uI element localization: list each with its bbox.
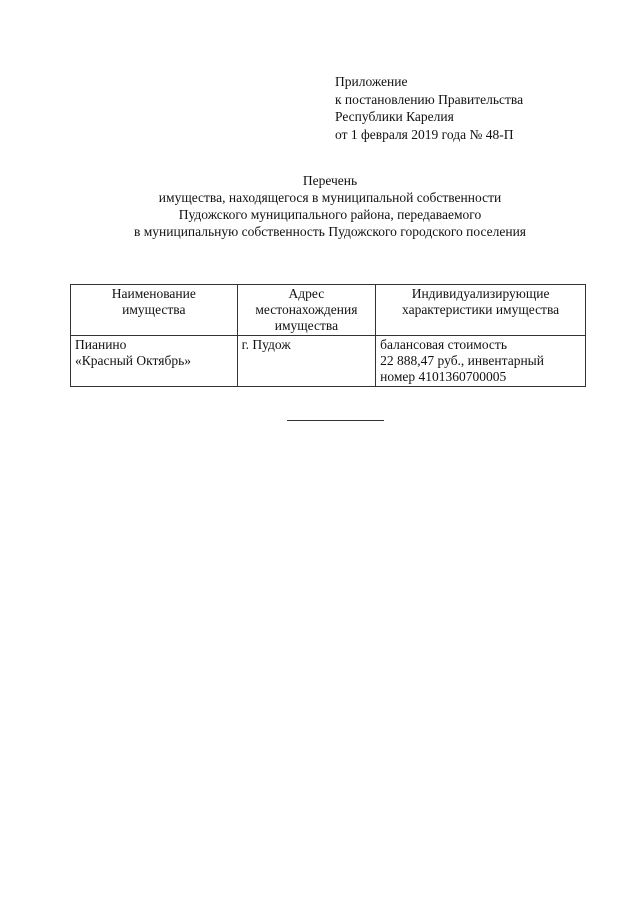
appendix-block	[335, 73, 523, 143]
title-line: Перечень	[302, 173, 358, 188]
header-address	[237, 285, 376, 336]
header-text: имущества	[274, 318, 339, 333]
appendix-line: от 1 февраля 2019 года № 48-П	[335, 126, 514, 142]
document-title	[0, 172, 640, 240]
cell-address	[237, 336, 376, 387]
header-text: Наименование	[111, 286, 196, 301]
property-table	[70, 284, 586, 387]
header-text: Индивидуализирующие	[411, 286, 550, 301]
cell-text: балансовая стоимость	[380, 337, 507, 352]
title-line: Пудожского муниципального района, передаваемого	[178, 207, 482, 222]
cell-property-name	[71, 336, 238, 387]
header-characteristics	[376, 285, 586, 336]
title-line: в муниципальную собственность Пудожского городского поселения	[133, 224, 527, 239]
cell-text: номер 4101360700005	[380, 369, 507, 384]
cell-text: г. Пудож	[241, 337, 291, 352]
table-header-row	[71, 285, 586, 336]
appendix-line: к постановлению Правительства	[335, 91, 524, 107]
header-text: характеристики имущества	[402, 302, 560, 317]
cell-text: Пианино	[75, 337, 127, 352]
cell-text: «Красный Октябрь»	[75, 353, 191, 368]
appendix-line: Республики Карелия	[335, 109, 454, 124]
header-text: местонахождения	[255, 302, 358, 317]
header-text: имущества	[122, 302, 186, 317]
appendix-line: Приложение	[335, 74, 408, 89]
title-line: имущества, находящегося в муниципальной собственности	[158, 190, 502, 205]
header-text: Адрес	[288, 286, 325, 301]
cell-text: 22 888,47 руб., инвентарный	[380, 353, 544, 368]
cell-characteristics	[376, 336, 586, 387]
closing-divider-line	[287, 420, 384, 421]
table-row	[71, 336, 586, 387]
header-property-name	[71, 285, 238, 336]
